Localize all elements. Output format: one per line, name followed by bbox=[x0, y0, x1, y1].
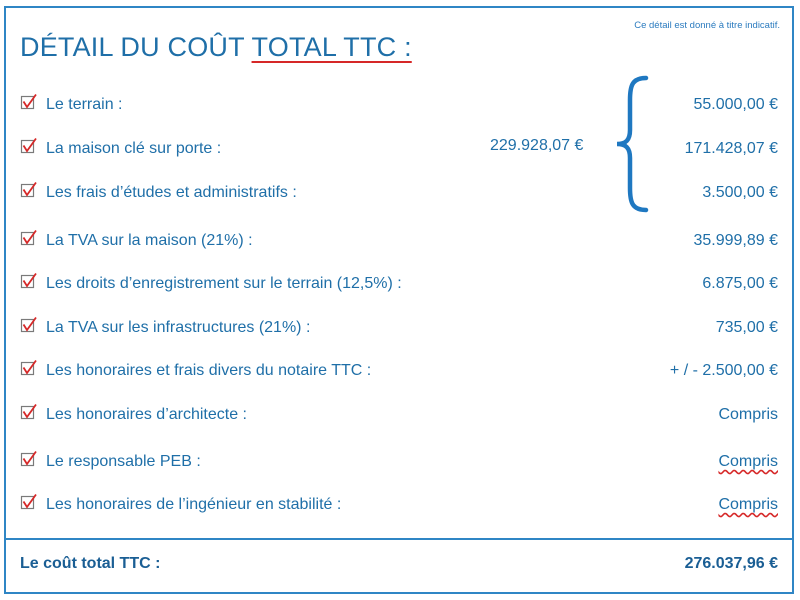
list-item bbox=[20, 93, 778, 117]
item-value: 35.999,89 € bbox=[693, 232, 778, 249]
list-item bbox=[20, 229, 778, 253]
checkbox-checked-icon bbox=[20, 272, 38, 290]
item-label: Les droits d’enregistrement sur le terrain (12,5%) : bbox=[46, 275, 402, 292]
curly-brace-icon bbox=[612, 74, 652, 214]
item-value: 735,00 € bbox=[715, 319, 778, 336]
item-label: Les honoraires d’architecte : bbox=[46, 406, 247, 423]
total-label: Le coût total TTC : bbox=[20, 555, 161, 572]
item-value: + / - 2.500,00 € bbox=[669, 362, 778, 379]
grouped-subtotal: 229.928,07 € bbox=[490, 137, 584, 154]
checkbox-checked-icon bbox=[20, 316, 38, 334]
item-label: Le terrain : bbox=[46, 96, 123, 113]
checkbox-checked-icon bbox=[20, 450, 38, 468]
item-value: 171.428,07 € bbox=[684, 140, 778, 157]
list-item bbox=[20, 316, 778, 340]
item-value: 3.500,00 € bbox=[702, 184, 778, 201]
checkbox-checked-icon bbox=[20, 359, 38, 377]
item-label: Les honoraires de l’ingénieur en stabilité : bbox=[46, 496, 342, 513]
title-prefix: DÉTAIL DU COÛT bbox=[20, 32, 252, 62]
page-title bbox=[20, 32, 412, 63]
checkbox-checked-icon bbox=[20, 493, 38, 511]
title-underlined: TOTAL TTC : bbox=[251, 32, 412, 62]
item-label: Les honoraires et frais divers du notaire TTC : bbox=[46, 362, 372, 379]
list-item bbox=[20, 272, 778, 296]
item-label: Le responsable PEB : bbox=[46, 453, 201, 470]
list-item bbox=[20, 493, 778, 517]
item-label: La TVA sur la maison (21%) : bbox=[46, 232, 253, 249]
checkbox-checked-icon bbox=[20, 403, 38, 421]
item-value: Compris bbox=[718, 406, 778, 423]
disclaimer-note: Ce détail est donné à titre indicatif. bbox=[634, 20, 780, 31]
checkbox-checked-icon bbox=[20, 93, 38, 111]
total-value: 276.037,96 € bbox=[684, 555, 778, 572]
list-item bbox=[20, 181, 778, 205]
item-value: Compris bbox=[718, 496, 778, 513]
checkbox-checked-icon bbox=[20, 181, 38, 199]
item-label: La TVA sur les infrastructures (21%) : bbox=[46, 319, 311, 336]
list-item bbox=[20, 137, 778, 161]
total-divider bbox=[6, 538, 792, 540]
item-label: La maison clé sur porte : bbox=[46, 140, 222, 157]
item-value: Compris bbox=[718, 453, 778, 470]
item-label: Les frais d’études et administratifs : bbox=[46, 184, 297, 201]
item-value: 6.875,00 € bbox=[702, 275, 778, 292]
list-item bbox=[20, 359, 778, 383]
checkbox-checked-icon bbox=[20, 229, 38, 247]
list-item bbox=[20, 450, 778, 474]
list-item bbox=[20, 403, 778, 427]
checkbox-checked-icon bbox=[20, 137, 38, 155]
item-value: 55.000,00 € bbox=[693, 96, 778, 113]
